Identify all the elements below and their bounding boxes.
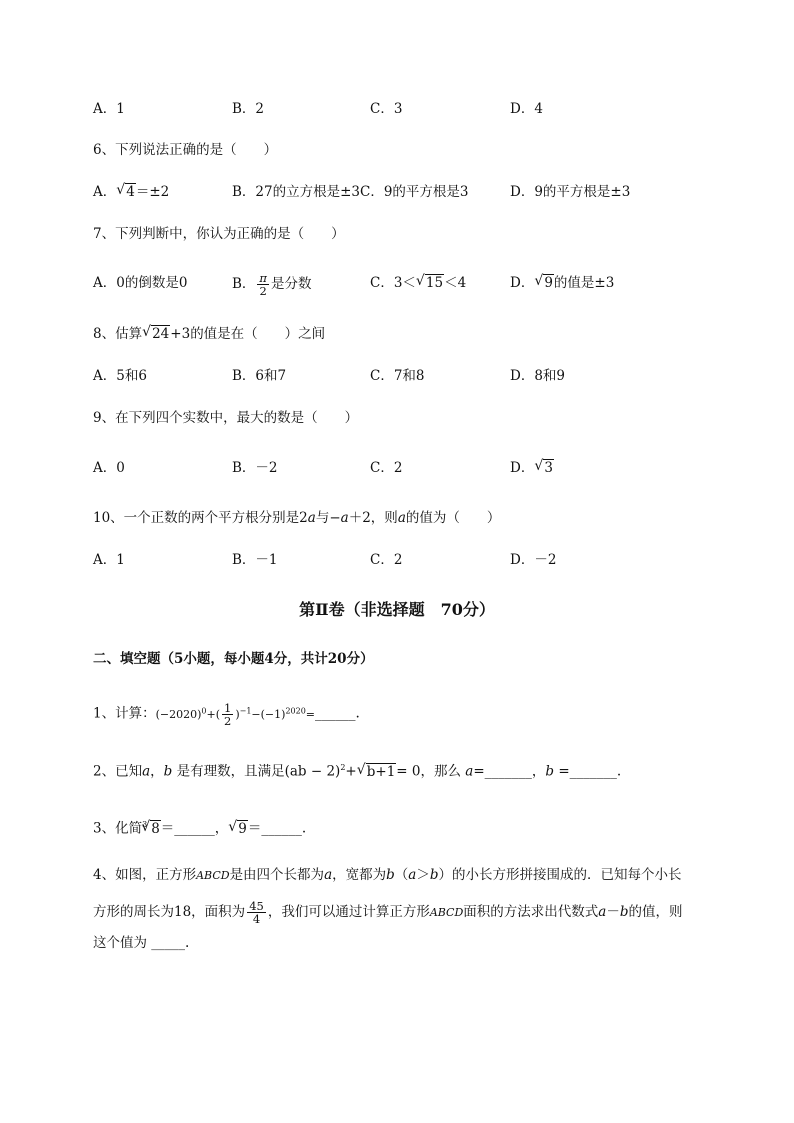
radicand: 8 [151, 820, 160, 837]
stem-text: 是由四个长都为 [229, 867, 325, 883]
variable: a [324, 867, 333, 883]
variable: a [598, 904, 607, 920]
stem-text: 2、已知 [93, 763, 143, 780]
variable: b [386, 867, 395, 883]
variable: b [429, 867, 439, 883]
exponent: 2020 [285, 706, 306, 715]
option-d: D．4 [510, 101, 543, 117]
denominator: 4 [252, 912, 261, 926]
stem-text: 4、如图，正方形 [93, 867, 197, 883]
part-heading: 二、填空题（5小题，每小题4分，共计20分） [93, 651, 374, 667]
term: −(−1) [251, 707, 286, 721]
q7-stem: 7、下列判断中，你认为正确的是（ ） [93, 226, 345, 242]
stem-text: ，宽都为 [332, 867, 387, 883]
denominator: 2 [224, 714, 232, 729]
option-text: 是分数 [270, 276, 312, 292]
stem-text: 的值为（ ） [405, 510, 501, 526]
variable: a [465, 763, 474, 780]
q6-options [0, 181, 794, 203]
variable: a [397, 510, 406, 526]
option-label: B． [232, 276, 256, 292]
cube-root [142, 818, 161, 840]
stem-text: 方形的周长为18，面积为 [93, 904, 246, 920]
expression: = 0 [396, 763, 421, 780]
q9-options [0, 457, 794, 479]
option-a: A．0的倒数是0 [93, 275, 188, 291]
variable: a [142, 763, 151, 780]
stem-text: 与− [315, 510, 341, 526]
variable: b [163, 763, 173, 780]
fill-question-2 [93, 757, 621, 783]
stem-text: 的值是在（ ）之间 [190, 326, 326, 342]
numerator: 1 [224, 701, 232, 716]
term: (−2020) [155, 707, 202, 721]
stem-text: ，我们可以通过计算正方形 [267, 904, 430, 920]
q10-stem [93, 507, 500, 529]
variable: a [307, 510, 316, 526]
sqrt [117, 181, 136, 203]
stem-text: － [606, 904, 620, 920]
option-c: C．3 [370, 101, 403, 117]
q7-options [0, 271, 794, 298]
exponent: 0 [201, 706, 207, 715]
radicand: b+1 [366, 763, 396, 780]
option-c: C．2 [370, 552, 403, 568]
q9-stem: 9、在下列四个实数中，最大的数是（ ） [93, 410, 359, 426]
fraction [257, 272, 269, 297]
sqrt [417, 272, 444, 294]
sqrt [535, 457, 554, 479]
option-label: C．3＜ [370, 275, 416, 291]
stem-text: ＋2，则 [348, 510, 398, 526]
radicand: 15 [425, 275, 444, 291]
shape-name: ABCD [196, 869, 230, 882]
term: = [305, 707, 316, 721]
option-c [370, 272, 466, 294]
stem-text: 8、估算 [93, 326, 143, 342]
q8-options [0, 365, 794, 387]
option-c: C．7和8 [370, 368, 425, 384]
option-d: D．8和9 [510, 368, 566, 384]
option-text: ＜4 [444, 275, 467, 291]
option-d [510, 272, 614, 294]
fill-question-4-line-3: 这个值为 _____. [93, 935, 190, 951]
q6-stem: 6、下列说法正确的是（ ） [93, 142, 278, 158]
answer-blank: ＝______， [160, 820, 229, 837]
stem-text: +3 [170, 326, 191, 342]
root-index: 3 [142, 820, 148, 829]
fill-question-4-line-1 [93, 864, 682, 887]
denominator: 2 [259, 284, 267, 298]
option-a: A．1 [93, 552, 125, 568]
option-b [232, 272, 311, 297]
option-b-c: B．27的立方根是±3C．9的平方根是3 [232, 184, 469, 200]
shape-name: ABCD [429, 906, 464, 919]
stem-text: ，那么 [420, 763, 466, 780]
fraction [247, 900, 266, 925]
term: ) [235, 707, 240, 721]
term: +( [206, 707, 220, 721]
variable: b [619, 904, 629, 920]
sqrt [358, 761, 397, 783]
stem-text: 的值，则 [628, 904, 683, 920]
stem-text: 是有理数，且满足 [172, 763, 285, 780]
option-label: A． [93, 184, 117, 200]
fill-question-3 [93, 814, 306, 840]
stem-text: ）的小长方形拼接围成的．已知每个小长 [438, 867, 682, 883]
option-text: ＝±2 [135, 184, 170, 200]
q5-options [0, 98, 794, 120]
section-title: 第Ⅱ卷（非选择题 70分） [299, 600, 495, 619]
stem-text: 10、一个正数的两个平方根分别是2 [93, 510, 308, 526]
option-b: B．2 [232, 101, 265, 117]
q10-options [0, 549, 794, 571]
option-d [510, 457, 554, 479]
option-a: A．0 [93, 460, 125, 476]
option-d: D．9的平方根是±3 [510, 184, 631, 200]
expression: (ab − 2) [284, 763, 341, 780]
option-label: D． [510, 275, 535, 291]
numerator: π [259, 271, 267, 285]
option-label: D． [510, 460, 535, 476]
option-a: A．1 [93, 101, 125, 117]
variable: a [340, 510, 349, 526]
answer-blank: =_______. [554, 763, 622, 780]
radicand: 24 [152, 326, 170, 342]
radicand: 9 [238, 820, 247, 837]
option-d: D．－2 [510, 552, 557, 568]
stem-text: （ [394, 867, 409, 883]
exponent: −1 [239, 706, 252, 715]
option-b: B．－2 [232, 460, 278, 476]
stem-text: 面积的方法求出代数式 [463, 904, 599, 920]
sqrt [143, 323, 170, 345]
radicand: 3 [544, 460, 553, 476]
answer-blank: ______. [315, 705, 360, 722]
option-b: B．－1 [232, 552, 278, 568]
radicand: 9 [544, 275, 553, 291]
variable: a [408, 867, 417, 883]
answer-blank: =_______， [473, 763, 546, 780]
expression: + [345, 763, 357, 780]
sqrt [535, 272, 554, 294]
stem-text: ， [150, 763, 164, 780]
option-a: A．5和6 [93, 368, 147, 384]
sqrt [229, 818, 248, 840]
q8-stem [93, 323, 325, 345]
answer-blank: ＝______. [247, 820, 307, 837]
option-text: 的值是±3 [553, 275, 615, 291]
option-b: B．6和7 [232, 368, 287, 384]
numerator: 45 [249, 899, 264, 913]
option-c: C．2 [370, 460, 403, 476]
stem-text: 3、化简 [93, 820, 143, 837]
variable: b [545, 763, 555, 780]
fill-question-4-line-2 [93, 900, 683, 925]
exponent: 2 [340, 763, 346, 772]
fill-question-1 [93, 700, 360, 727]
expression [155, 701, 316, 729]
fraction [222, 702, 233, 727]
option-a [93, 181, 169, 203]
stem-text: 1、计算： [93, 705, 156, 722]
stem-text: ＞ [416, 867, 430, 883]
radicand: 4 [126, 184, 135, 200]
